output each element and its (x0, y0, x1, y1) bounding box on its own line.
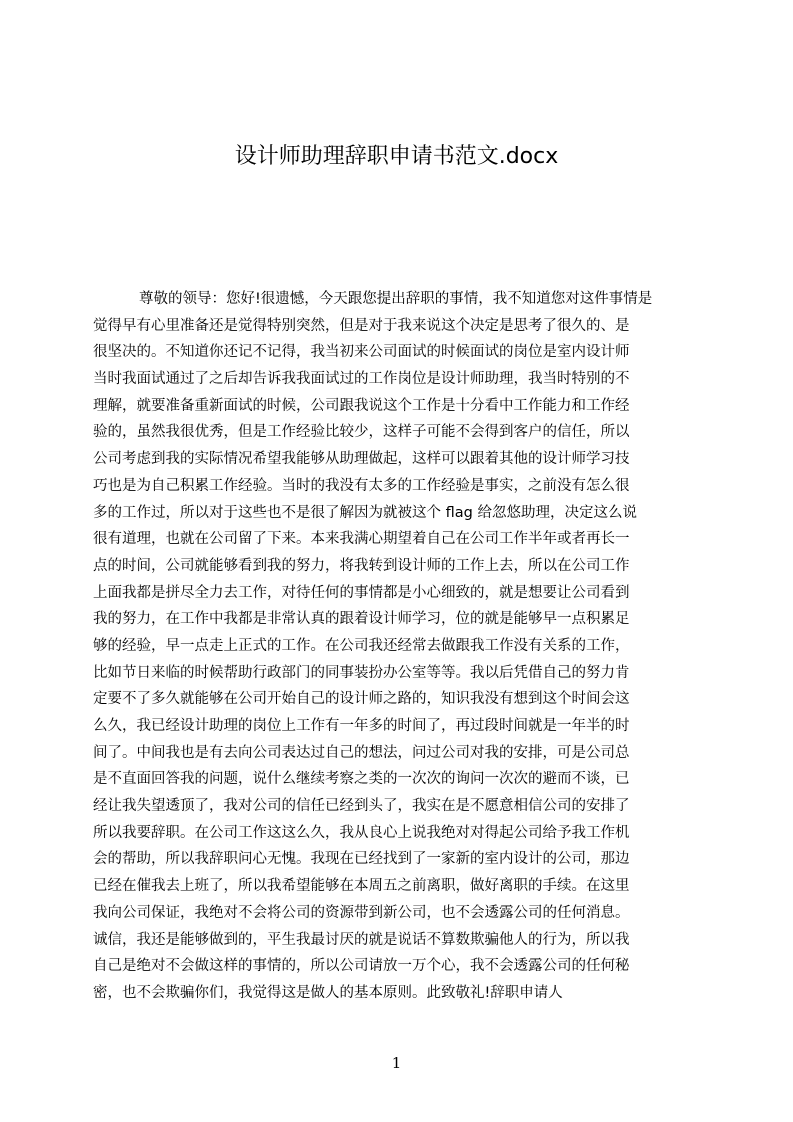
body-line: 所以我要辞职。在公司工作这这么久，我从良心上说我绝对对得起公司给予我工作机 (93, 824, 630, 841)
body-line: 验的，虽然我很优秀，但是工作经验比较少，这样子可能不会得到客户的信任，所以 (93, 424, 630, 441)
body-line: 公司考虑到我的实际情况希望我能够从助理做起，这样可以跟着其他的设计师学习技 (93, 451, 630, 468)
body-line: 自己是绝对不会做这样的事情的，所以公司请放一万个心，我不会透露公司的任何秘 (93, 958, 630, 975)
body-line: 点的时间，公司就能够看到我的努力，将我转到设计师的工作上去，所以在公司工作 (93, 557, 630, 574)
body-line: 很有道理，也就在公司留了下来。本来我满心期望着自己在公司工作半年或者再长一 (93, 531, 630, 548)
body-line: 已经在催我去上班了，所以我希望能够在本周五之前离职，做好离职的手续。在这里 (93, 878, 630, 895)
document-body (93, 286, 707, 1007)
body-line: 我向公司保证，我绝对不会将公司的资源带到新公司，也不会透露公司的任何消息。 (93, 904, 630, 921)
body-line: 我的努力，在工作中我都是非常认真的跟着设计师学习，位的就是能够早一点积累足 (93, 611, 630, 628)
body-line: 诚信，我还是能够做到的，平生我最讨厌的就是说话不算数欺骗他人的行为，所以我 (93, 931, 630, 948)
body-line: 间了。中间我也是有去向公司表达过自己的想法，问过公司对我的安排，可是公司总 (93, 744, 630, 761)
body-line: 么久，我已经设计助理的岗位上工作有一年多的时间了，再过段时间就是一年半的时 (93, 718, 630, 734)
body-line: 觉得早有心里准备还是觉得特别突然，但是对于我来说这个决定是思考了很久的、是 (93, 317, 630, 334)
body-line: 尊敬的领导：您好!很遗憾，今天跟您提出辞职的事情，我不知道您对这件事情是 (139, 291, 653, 307)
body-line: 很坚决的。不知道你还记不记得，我当初来公司面试的时候面试的岗位是室内设计师 (93, 344, 630, 361)
body-line: 当时我面试通过了之后却告诉我我面试过的工作岗位是设计师助理，我当时特别的不 (93, 371, 630, 388)
body-line: 上面我都是拼尽全力去工作，对待任何的事情都是小心细致的，就是想要让公司看到 (93, 584, 630, 601)
page-number: 1 (391, 1054, 402, 1072)
body-line: 理解，就要准备重新面试的时候，公司跟我说这个工作是十分看中工作能力和工作经 (93, 397, 630, 414)
document-title: 设计师助理辞职申请书范文.docx (234, 144, 559, 169)
body-line: 经让我失望透顶了，我对公司的信任已经到头了，我实在是不愿意相信公司的安排了 (93, 798, 630, 815)
body-line: 定要不了多久就能够在公司开始自己的设计师之路的，知识我没有想到这个时间会这 (93, 691, 630, 708)
body-line: 够的经验，早一点走上正式的工作。在公司我还经常去做跟我工作没有关系的工作， (93, 637, 630, 654)
body-line: 巧也是为自己积累工作经验。当时的我没有太多的工作经验是事实，之前没有怎么很 (93, 477, 630, 494)
body-line: 会的帮助，所以我辞职问心无愧。我现在已经找到了一家新的室内设计的公司，那边 (93, 851, 630, 868)
body-line: 密，也不会欺骗你们，我觉得这是做人的基本原则。此致敬礼!辞职申请人 (93, 984, 563, 1001)
body-line: 是不直面回答我的问题，说什么继续考察之类的一次次的询问一次次的避而不谈，已 (93, 771, 630, 788)
body-line: 多的工作过，所以对于这些也不是很了解因为就被这个 flag 给忽悠助理，决定这么说 (93, 504, 637, 521)
body-line: 比如节日来临的时候帮助行政部门的同事装扮办公室等等。我以后凭借自己的努力肯 (93, 664, 630, 681)
